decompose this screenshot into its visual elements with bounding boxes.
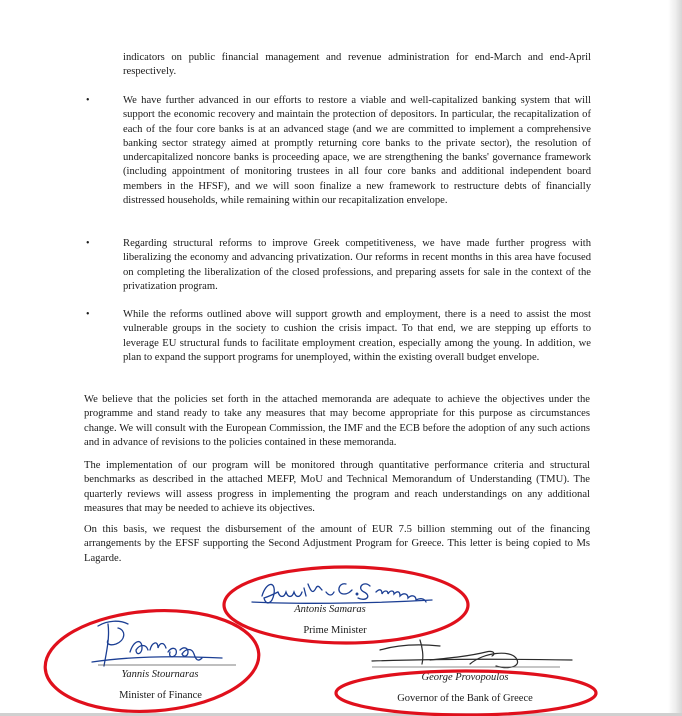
paragraph-policies: We believe that the policies set forth in the attached memoranda are adequate to achieve the objectives under the programme and stand ready to take any measures that may become appropriate for this purpose as circumstances change. We will consult with the European Commission, the IMF and the ECB before the adoption of any such actions and in advance of revisions to the policies contained in these memoranda. xyxy=(84,394,590,448)
bullet-banking-system: We have further advanced in our efforts to restore a viable and well-capitalized banking system that will support the economic recovery and maintain the protection of depositors. In particular, the recapitalization of each of the four core banks is at an advanced stage (and we are committed to implement a comprehensive banking sector strategy aimed at promptly returning core banks to the private sector), the resolution of undercapitalized noncore banks is proceeding apace, we are strengthening the banks' governance framework (including appointment of monitoring trustees in all four core banks and additional independent board members in the HFSF), and we will soon finalize a new framework to restructure debts of financially distressed households, while remaining within our recapitalization envelope. xyxy=(123,95,591,207)
continued-bullet-text: indicators on public financial management and revenue administration for end-March and end-April respectively. xyxy=(123,52,591,78)
stournaras-name: Yannis Stournaras xyxy=(121,669,199,680)
annotation-ellipse-provopoulos xyxy=(336,671,596,715)
paragraph-disbursement-request: On this basis, we request the disbursement of the amount of EUR 7.5 billion stemming out of the financing arrangements by the EFSF supporting the Second Adjustment Program for Greece. This letter is being copied to Ms Lagarde. xyxy=(84,524,590,564)
bullet-marker-2: • xyxy=(86,238,90,249)
bullet-vulnerable-groups: While the reforms outlined above will support growth and employment, there is a need to assist the most vulnerable groups in the society to cushion the crisis impact. To that end, we are stepping up efforts to leverage EU structural funds to facilitate employment creation, especially among the young. In addition, we plan to expand the support programs for unemployed, within the existing overall budget envelope. xyxy=(123,309,591,363)
bullet-structural-reforms: Regarding structural reforms to improve Greek competitiveness, we have made further progress with liberalizing the economy and advancing privatization. Our reforms in recent months in this area have focused on completing the liberalization of the closed professions, and preparing assets for sale in the context of the privatization program. xyxy=(123,238,591,292)
stournaras-title: Minister of Finance xyxy=(119,690,202,701)
samaras-name: Antonis Samaras xyxy=(294,604,366,615)
annotation-ellipse-samaras xyxy=(224,567,468,643)
bullet-marker-1: • xyxy=(86,95,90,106)
annotation-ellipse-stournaras xyxy=(42,604,262,716)
samaras-title: Prime Minister xyxy=(303,625,367,636)
provopoulos-title: Governor of the Bank of Greece xyxy=(397,693,533,704)
provopoulos-name: George Provopoulos xyxy=(421,672,509,683)
paragraph-implementation: The implementation of our program will be monitored through quantitative performance criteria and structural benchmarks as described in the attached MEFP, MoU and Technical Memorandum of Understanding (TMU). The quarterly reviews will assess progress in implementing the program and reach understandings on any additional measures that may be needed to achieve its objectives. xyxy=(84,460,590,514)
bullet-marker-3: • xyxy=(86,309,90,320)
